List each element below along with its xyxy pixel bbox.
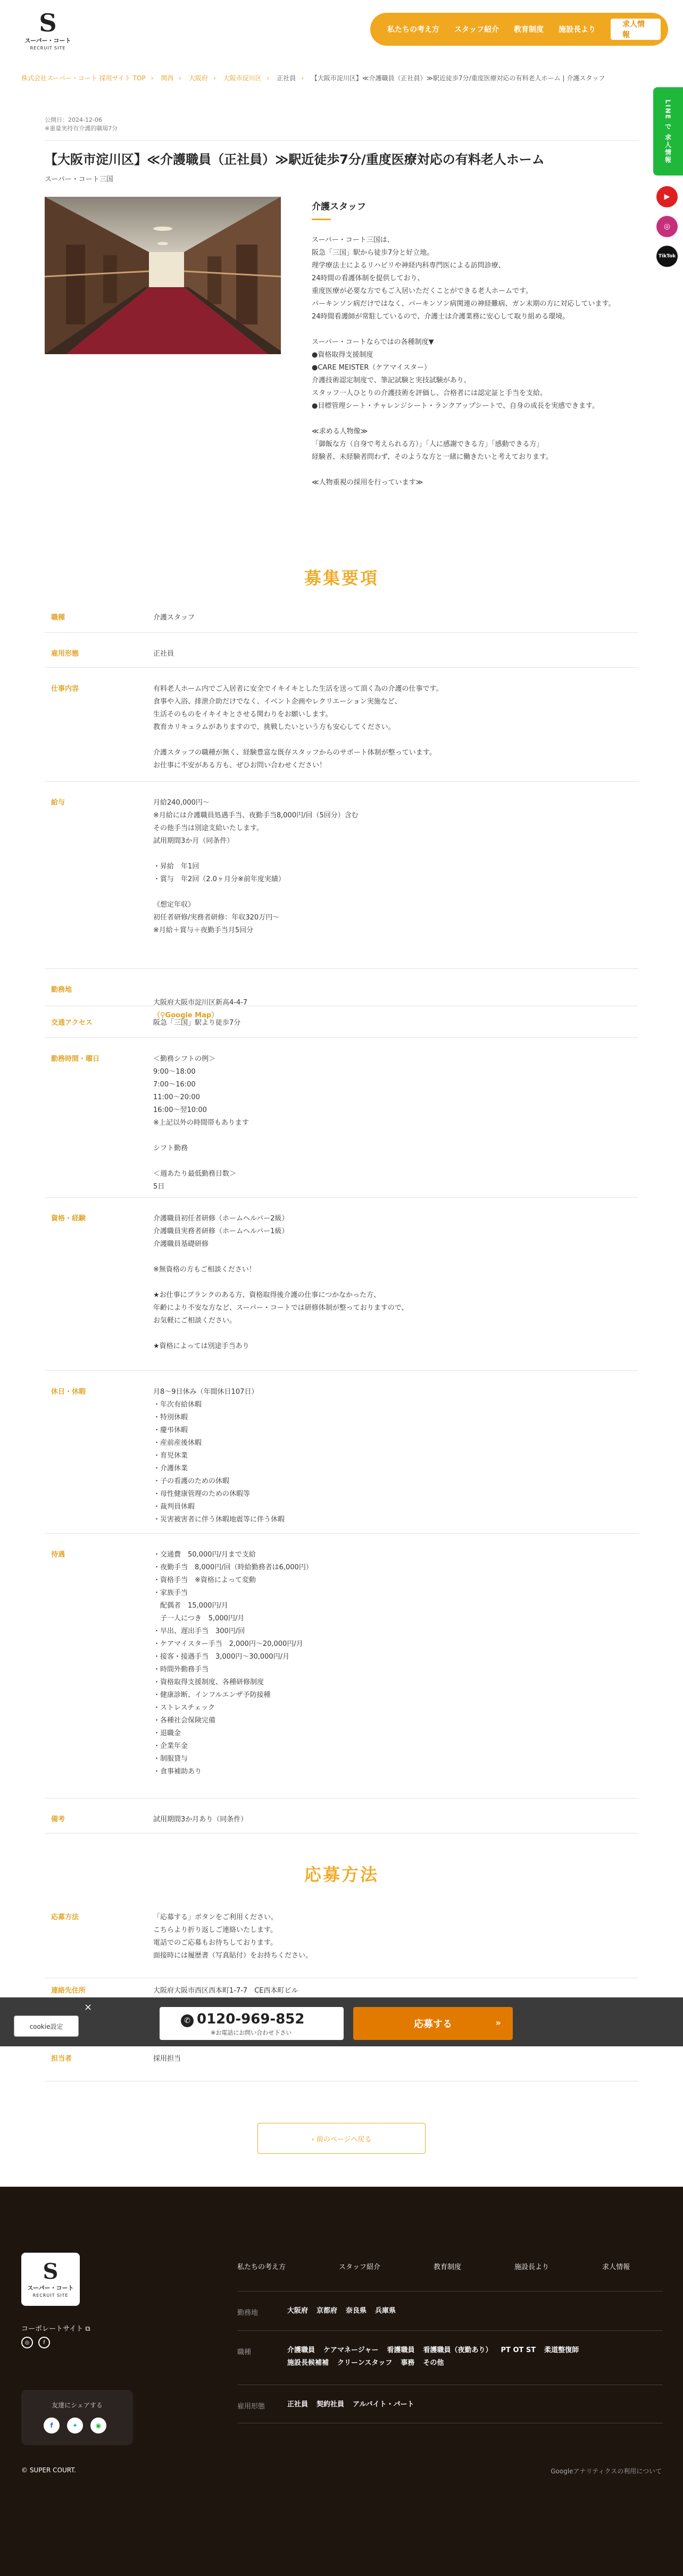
footer-areas xyxy=(287,2305,404,2318)
map-link-label: Google Map xyxy=(165,1011,212,1019)
main-nav xyxy=(370,13,668,46)
row-label: 勤務地 xyxy=(51,986,72,994)
row-label: 応募方法 xyxy=(51,1913,79,1921)
row-value: 「応募する」ボタンをご利用ください。 こちらより折り返しご連絡いたします。 電話でのご応募もお待ちしております。 面接時には履歴書（写真貼付）をお持ちください。 xyxy=(153,1913,313,1960)
footer-employment-label: 雇用形態 xyxy=(237,2403,265,2411)
row-value: 月給240,000円〜 ※月給には介護職員処遇手当、夜勤手当8,000円/回（5回分）含む その他手当は別途支給いたします。 試用期間3か月（同条件） ・昇給 年1回 ・賞与 年2回（2.0ヶ月分※前年度実績） 《想定年収》 初任者研修/実務者研修：年収320万円〜 ※月給＋賞与＋夜勤手当月5回分 xyxy=(153,799,359,934)
row-label: 職種 xyxy=(51,614,65,622)
twitter-share-icon[interactable]: ✦ xyxy=(67,2418,83,2433)
meta-note: ※重量実持有介護的職場7分 xyxy=(45,125,118,132)
site-footer xyxy=(0,2187,683,2576)
footer-nav-jobs[interactable]: 求人情報 xyxy=(602,2263,630,2271)
logo-mark: S xyxy=(43,2259,59,2284)
row-value: 月8〜9日休み（年間休日107日） ・年次有給休暇 ・特別休暇 ・慶弔休暇 ・産前産後休暇 ・育児休業 ・介護休業 ・子の看護のための休暇 ・母性健康管理のための休暇等 ・裁判員休暇 ・災害被害者に伴う休暇地震等に伴う休暇 xyxy=(153,1388,285,1524)
footer-job-link[interactable]: 看護職員 xyxy=(387,2346,415,2354)
footer-employment-link[interactable]: 契約社員 xyxy=(316,2401,345,2408)
phone-number: 0120-969-852 xyxy=(197,2011,305,2027)
line-jobs-tab[interactable]: LINE で 求人情報 xyxy=(653,87,683,175)
table-row xyxy=(45,2046,638,2081)
row-value: 大阪府大阪市西区西本町1-7-7 CE西本町ビル xyxy=(153,1987,298,1995)
phone-note: ※お電話にお問い合わせ下さい xyxy=(211,2029,292,2036)
footer-job-link[interactable]: PT OT ST xyxy=(501,2346,536,2354)
intro-paragraph: ≪求める人物像≫ 「御飯な方（自身で考えられる方）」「人に感謝できる方」「感動できる方」 経験者、未経験者問わず、そのような方と一緒に働きたいと考えております。 xyxy=(312,428,553,461)
footer-job-link[interactable]: 看護職員（夜勤あり） xyxy=(423,2346,493,2354)
table-row xyxy=(45,601,638,633)
table-row xyxy=(45,668,638,782)
footer-nav-education[interactable]: 教育制度 xyxy=(434,2263,462,2271)
share-icons xyxy=(44,2418,106,2433)
footer-area-link[interactable]: 兵庫県 xyxy=(375,2307,396,2315)
table-row xyxy=(45,1006,638,1038)
table-row xyxy=(45,1371,638,1534)
intro-section xyxy=(312,199,638,489)
row-label: 給与 xyxy=(51,799,65,807)
intro-paragraph: スーパー・コートならではの各種制度▼ ●資格取得支援制度 ●CARE MEISTER（ケアマイスター） 介護技術認定制度で、筆記試験と実技試験があり、 スタッフ一人ひとりの介護技術を評価し、合格者には認定証と手当を支給。 ●目標管理シート・チャレンジシート・ランクアップシートで、自身の成長を実感できます。 xyxy=(312,338,599,410)
google-map-link[interactable]: （⚲Google Map） xyxy=(153,1011,219,1019)
cookie-settings-button[interactable]: cookie設定 xyxy=(14,2015,79,2037)
line-share-icon[interactable]: ◉ xyxy=(90,2418,106,2433)
breadcrumb-employment: 正社員 xyxy=(277,74,296,82)
table-row xyxy=(45,1198,638,1371)
instagram-icon[interactable]: ◎ xyxy=(21,2337,33,2348)
footer-job-link[interactable]: 施設長候補補 xyxy=(287,2359,329,2367)
post-meta xyxy=(45,116,118,133)
table-row xyxy=(45,1799,638,1834)
corporate-site-link[interactable] xyxy=(21,2323,90,2333)
facebook-share-icon[interactable]: f xyxy=(44,2418,60,2433)
site-logo[interactable] xyxy=(21,11,74,53)
footer-job-link[interactable]: 介護職員 xyxy=(287,2346,315,2354)
footer-area-link[interactable]: 大阪府 xyxy=(287,2307,309,2315)
row-label: 資格・経験 xyxy=(51,1215,86,1223)
nav-philosophy[interactable]: 私たちの考え方 xyxy=(387,26,439,34)
corporate-label: コーポレートサイト xyxy=(21,2325,84,2333)
publish-date: 公開日：2024-12-06 xyxy=(45,116,102,123)
facebook-icon[interactable]: f xyxy=(38,2337,50,2348)
arrow-right-icon: » xyxy=(495,2018,501,2028)
fixed-apply-bar xyxy=(0,1997,683,2046)
nav-education[interactable]: 教育制度 xyxy=(514,26,544,34)
logo-name: スーパー・コート xyxy=(24,37,71,44)
footer-logo[interactable] xyxy=(21,2253,80,2306)
intro-paragraph: ≪人物重視の採用を行っています≫ xyxy=(312,479,423,487)
footer-employment-link[interactable]: 正社員 xyxy=(287,2401,309,2408)
logo-subtitle: RECRUIT SITE xyxy=(30,46,66,51)
row-label: 連絡先住所 xyxy=(51,1987,86,1995)
footer-job-link[interactable]: 柔道整復師 xyxy=(544,2346,579,2354)
breadcrumb-osaka[interactable]: 大阪府 xyxy=(188,74,208,82)
work-address: 大阪府大阪市淀川区新高4-4-7 xyxy=(153,999,248,1007)
footer-job-link[interactable]: クリーンスタッフ xyxy=(337,2359,393,2367)
row-value: 採用担当 xyxy=(153,2055,181,2063)
row-value: 有料老人ホーム内でご入居者に安全でイキイキとした生活を送って頂く為の介護の仕事です。 食事や入浴、排泄介助だけでなく、イベント企画やレクリエーション実施など、 生活そのものをイキイキとさせる関わりをお願いします。 教育カリキュラムがありますので、挑戦したいという方も安心してください。 介護スタッフの職種が無く、経験豊富な既存スタッフからのサポート体制が整っています。 お仕事に不安がある方も、ぜひお問い合わせください！ xyxy=(153,685,443,770)
footer-area-link[interactable]: 京都府 xyxy=(316,2307,338,2315)
intro-paragraph: スーパー・コート三国は、 阪急「三国」駅から徒歩7分と好立地。 理学療法士によるリハビリや神経内科専門医による訪問診療、 24時間の看護体制を提供しており、 重度医療が必要な方でもご入居いただくことができる老人ホームです。 パーキンソン病だけではなく、パーキンソン病関連の神経難病、ガン末期の方に対応しています。 24時間看護師が常駐しているので、介護士は介護業務に安心して取り組める環境。 xyxy=(312,236,615,321)
row-value: 試用期間3か月あり（同条件） xyxy=(153,1816,248,1824)
apply-label: 応募する xyxy=(414,2019,452,2030)
breadcrumb-kansai[interactable]: 関西 xyxy=(161,74,174,82)
nav-jobs-button[interactable]: 求人情報 xyxy=(611,19,661,40)
requirements-title: 募集要項 xyxy=(304,568,379,588)
footer-nav-director[interactable]: 施設長より xyxy=(514,2263,549,2271)
external-link-icon: ⧉ xyxy=(85,2325,90,2333)
logo-mark: S xyxy=(39,9,57,37)
heading-underline xyxy=(312,219,331,220)
row-value: 介護スタッフ xyxy=(153,614,195,622)
row-label: 交通アクセス xyxy=(51,1019,93,1027)
footer-nav-staff[interactable]: スタッフ紹介 xyxy=(339,2263,381,2271)
footer-employment-link[interactable]: アルバイト・パート xyxy=(353,2401,414,2408)
youtube-icon[interactable]: ▶ xyxy=(656,186,678,207)
row-value: ・交通費 50,000円/月まで支給 ・夜勤手当 8,000円/回（時給勤務者は6,000円） ・資格手当 ※資格によって変動 ・家族手当 配偶者 15,000円/月 子一人につき 5,000円/月 ・早出、遅出手当 300円/回 ・ケアマイスター手当 2,000円〜20,000円/月 ・接客・接遇手当 3,000円〜30,000円/月 ・時間外勤務手当 ・資格取得支援制度、各種研修制度 ・健康診断、インフルエンザ予防接種 ・ストレスチェック ・各種社会保険完備 ・退職金 ・企業年金 ・制服貸与 ・食事補助あり xyxy=(153,1551,313,1776)
close-icon[interactable]: × xyxy=(84,2002,93,2013)
facility-photo xyxy=(45,197,281,354)
footer-nav xyxy=(237,2261,683,2271)
table-row xyxy=(45,1978,638,1997)
breadcrumb: 株式会社スーパー・コート 採用サイト TOP › 関西 › 大阪府 › 大阪市淀川区 › 正社員 › 【大阪市淀川区】≪介護職員（正社員）≫駅近徒歩7分/重度医療対応の有料老人ホーム | 介護スタッフ xyxy=(21,74,605,82)
row-value: 正社員 xyxy=(153,650,174,658)
intro-heading: 介護スタッフ xyxy=(312,202,366,212)
logo-name: スーパー・コート xyxy=(27,2284,74,2291)
table-row xyxy=(45,1896,638,1978)
footer-jobs-label: 職種 xyxy=(237,2348,252,2356)
row-value: ＜勤務シフトの例＞ 9:00〜18:00 7:00〜16:00 11:00〜20:00 16:00〜翌10:00 ※上記以外の時間帯もあります シフト勤務 ＜週あたり最低勤務日数＞ 5日 xyxy=(153,1055,249,1191)
company-name: スーパー・コート三国 xyxy=(45,175,113,183)
footer-nav-philosophy[interactable]: 私たちの考え方 xyxy=(237,2263,286,2271)
back-button[interactable]: ‹ 前のページへ戻る xyxy=(257,2123,426,2154)
row-label: 待遇 xyxy=(51,1551,65,1559)
breadcrumb-top[interactable]: 株式会社スーパー・コート 採用サイト TOP xyxy=(21,74,146,82)
row-label: 備考 xyxy=(51,1816,65,1824)
row-label: 雇用形態 xyxy=(51,650,79,658)
row-value: 介護職員初任者研修（ホームヘルパー2級） 介護職員実務者研修（ホームヘルパー1級） 介護職員基礎研修 ※無資格の方もご相談ください！ ★お仕事にブランクのある方、資格取得後介護の仕事につかなかった方、 年齢により不安な方など、スーパー・コートでは研修体制が整っておりますので、 お気軽にご相談ください。 ★資格によっては別途手当あり xyxy=(153,1215,409,1350)
map-pin-icon: ⚲ xyxy=(160,1011,165,1019)
row-label: 勤務時間・曜日 xyxy=(51,1055,100,1063)
footer-areas-label: 勤務地 xyxy=(237,2309,259,2317)
nav-director[interactable]: 施設長より xyxy=(559,26,596,34)
breadcrumb-yodogawa[interactable]: 大阪市淀川区 xyxy=(223,74,262,82)
footer-job-link[interactable]: ケアマネージャー xyxy=(323,2346,379,2354)
apply-title: 応募方法 xyxy=(304,1864,379,1885)
table-row xyxy=(45,969,638,1019)
footer-sns xyxy=(21,2337,50,2348)
footer-jobs xyxy=(287,2344,660,2370)
row-label: 担当者 xyxy=(51,2055,72,2063)
footer-divider xyxy=(237,2330,663,2331)
logo-subtitle: RECRUIT SITE xyxy=(32,2293,69,2298)
site-header xyxy=(0,0,683,58)
table-row xyxy=(45,1038,638,1198)
phone-button[interactable] xyxy=(160,2007,344,2040)
share-label: 友達にシェアする xyxy=(52,2402,103,2409)
tiktok-icon[interactable]: TikTok xyxy=(656,246,678,267)
copyright: © SUPER COURT. xyxy=(21,2466,76,2474)
share-box xyxy=(21,2390,133,2445)
analytics-policy-link[interactable]: Googleアナリティクスの利用について xyxy=(551,2468,662,2475)
nav-staff[interactable]: スタッフ紹介 xyxy=(454,26,499,34)
footer-area-link[interactable]: 奈良県 xyxy=(346,2307,367,2315)
table-row xyxy=(45,633,638,668)
table-row xyxy=(45,782,638,969)
instagram-icon[interactable]: ◎ xyxy=(656,216,678,237)
breadcrumb-current: 【大阪市淀川区】≪介護職員（正社員）≫駅近徒歩7分/重度医療対応の有料老人ホーム | 介護スタッフ xyxy=(311,74,605,82)
row-value: 阪急「三国」駅より徒歩7分 xyxy=(153,1019,241,1027)
phone-icon: ✆ xyxy=(181,2014,194,2027)
footer-job-link[interactable]: 事務 xyxy=(401,2359,415,2367)
divider xyxy=(45,140,638,141)
row-label: 休日・休暇 xyxy=(51,1388,86,1396)
row-label: 仕事内容 xyxy=(51,685,79,693)
job-title: 【大阪市淀川区】≪介護職員（正社員）≫駅近徒歩7分/重度医療対応の有料老人ホーム xyxy=(45,152,545,167)
footer-job-link[interactable]: その他 xyxy=(423,2359,444,2367)
footer-employment xyxy=(287,2398,423,2411)
apply-button[interactable] xyxy=(353,2007,513,2040)
table-row xyxy=(45,1534,638,1799)
